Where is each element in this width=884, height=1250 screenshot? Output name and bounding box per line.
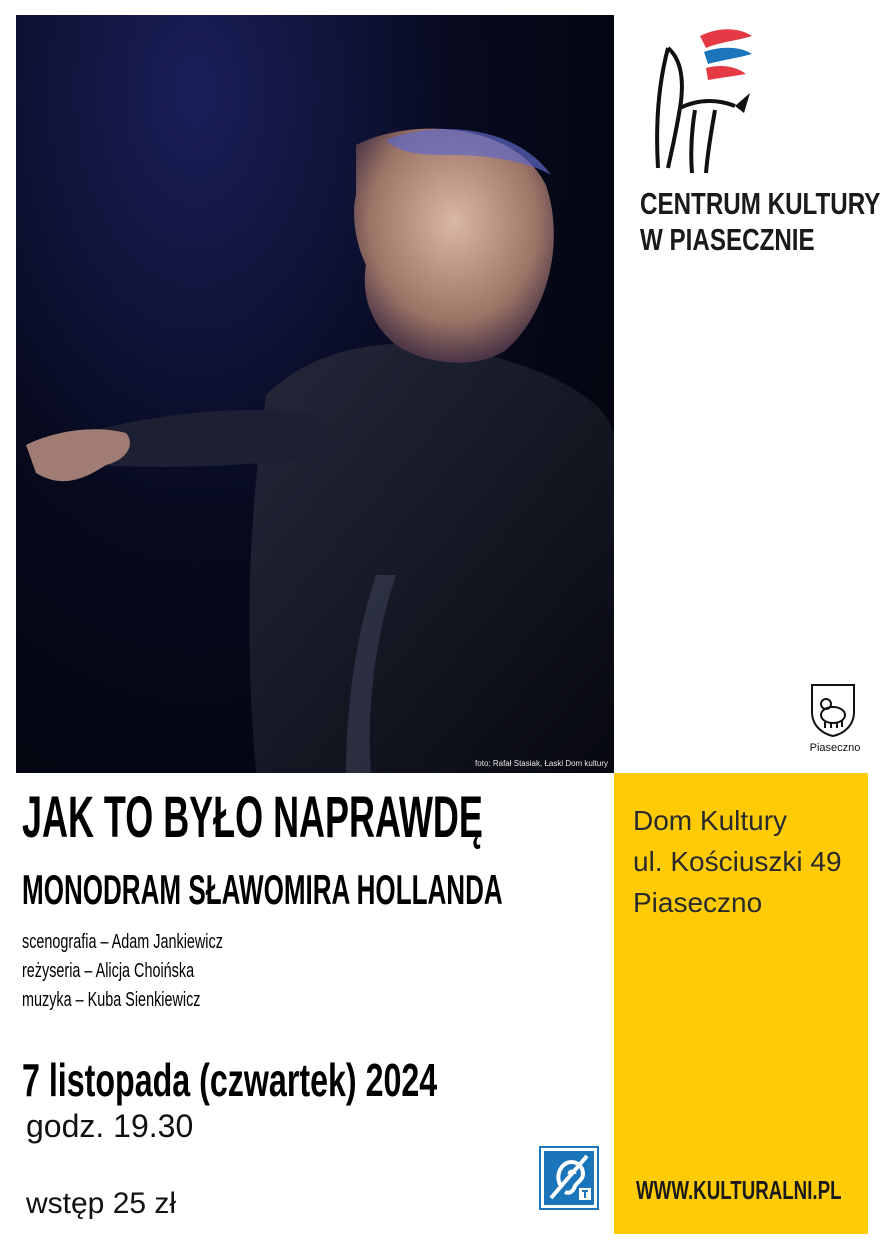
ck-piaseczno-logo	[640, 18, 760, 178]
venue-line: Dom Kultury	[633, 805, 788, 836]
event-subtitle: MONODRAM SŁAWOMIRA HOLLANDA	[22, 866, 503, 913]
credit-line: muzyka – Kuba Sienkiewicz	[22, 989, 201, 1011]
venue-address	[633, 800, 842, 923]
performer-silhouette	[16, 15, 614, 773]
credit-line: reżyseria – Alicja Choińska	[22, 960, 195, 982]
organization-name	[640, 186, 881, 258]
event-credits	[22, 928, 223, 1015]
piaseczno-crest-icon	[809, 682, 857, 738]
event-title: JAK TO BYŁO NAPRAWDĘ	[22, 785, 483, 850]
event-time: godz. 19.30	[26, 1108, 194, 1144]
organization-name-line1: CENTRUM KULTURY	[640, 186, 881, 221]
organization-name-line2: W PIASECZNIE	[640, 222, 815, 257]
municipality-label: Piaseczno	[809, 742, 861, 754]
event-photo	[16, 15, 614, 773]
credit-line: scenografia – Adam Jankiewicz	[22, 931, 223, 953]
photo-credit: foto: Rafał Stasiak, Łaski Dom kultury	[475, 759, 608, 768]
hearing-loop-icon	[539, 1146, 599, 1210]
event-price: wstęp 25 zł	[26, 1187, 177, 1220]
event-date: 7 listopada (czwartek) 2024	[22, 1054, 438, 1106]
website-link[interactable]: WWW.KULTURALNI.PL	[636, 1175, 842, 1205]
venue-line: Piaseczno	[633, 887, 763, 918]
venue-line: ul. Kościuszki 49	[633, 846, 842, 877]
